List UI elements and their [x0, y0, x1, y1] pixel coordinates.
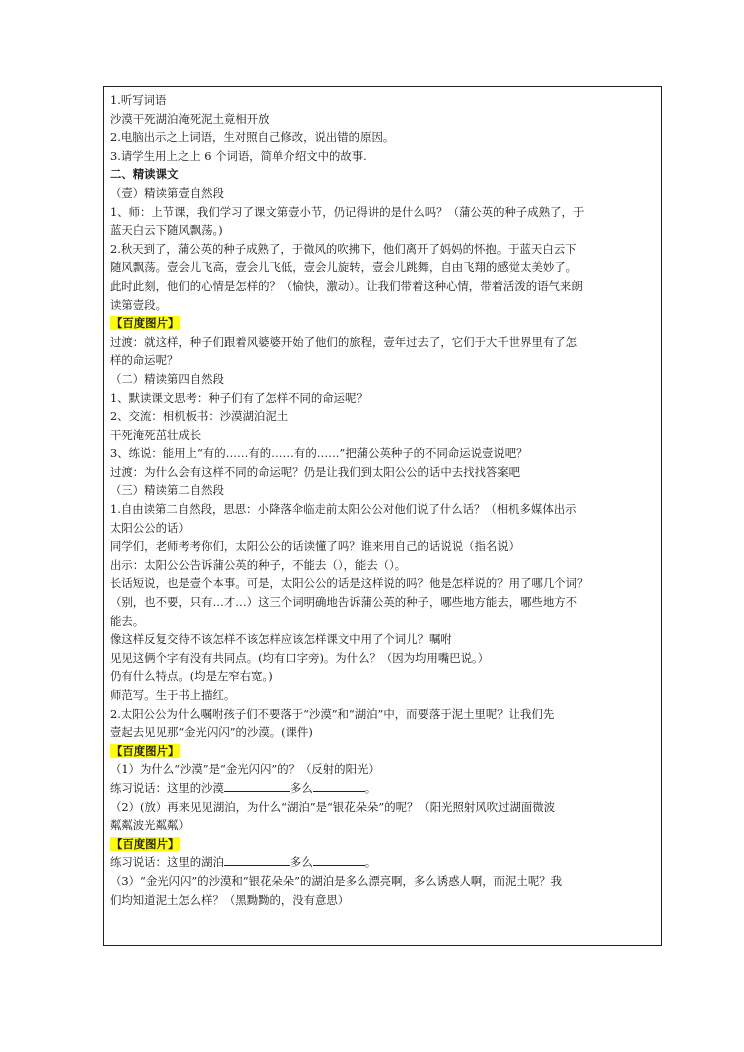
text-line-l23 [110, 500, 655, 519]
line-text: 太阳公公的话） [110, 520, 190, 535]
line-text: （三）精读第二自然段 [110, 483, 224, 498]
line-text: 蓝天白云下随风飘荡。) [110, 223, 223, 238]
line-text: 3、练说：能用上“有的……有的……有的……”把蒲公英种子的不同命运说壹说吧？ [110, 446, 528, 461]
text-line-l32 [110, 667, 655, 686]
text-line-l34 [110, 705, 655, 724]
text-line-l20 [110, 444, 655, 463]
line-text: （3）“金光闪闪”的沙漠和“银花朵朵”的湖泊是多么漂亮啊，多么诱惑人啊，而泥土呢？我 [110, 873, 562, 888]
text-line-l36 [110, 742, 655, 761]
line-text: 师范写。生于书上描红。 [110, 688, 236, 702]
text-line-l37 [110, 760, 655, 779]
line-text: 1、师：上节课，我们学习了课文第壹小节，仍记得讲的是什么吗？（蒲公英的种子成熟了，于 [110, 204, 585, 219]
text-line-l26 [110, 556, 655, 575]
text-line-l42 [110, 853, 655, 872]
text-line-l25 [110, 537, 655, 556]
line-text: 见见这俩个字有没有共同点。(均有口字旁)。为什么？（因为均用嘴巴说。） [110, 650, 490, 665]
fill-in-blank [313, 779, 365, 792]
line-text: 同学们，老师考考你们，太阳公公的话读懂了吗？谁来用自己的话说说（指名说） [110, 539, 521, 554]
line-text: （壹）精读第壹自然段 [110, 185, 224, 200]
text-line-l17 [110, 389, 655, 408]
line-text: （别，也不要，只有…才…）这三个词明确地告诉蒲公英的种子，哪些地方能去，哪些地方不 [110, 595, 578, 610]
image-placeholder-tag: 【百度图片】 [111, 316, 180, 331]
lesson-plan-table-cell [103, 86, 662, 946]
section-heading: 二、精读课文 [110, 167, 179, 182]
text-line-l41 [110, 835, 655, 854]
line-text: 过渡：就这样，种子们跟着风婆婆开始了他们的旅程，壹年过去了，它们于大千世界里有了怎 [110, 334, 578, 349]
line-text: 出示：太阳公公告诉蒲公英的种子，不能去（），能去（）。 [110, 557, 407, 572]
text-line-l05 [110, 165, 655, 184]
fill-in-blank [313, 853, 365, 866]
text-line-l02 [110, 110, 655, 129]
text-line-l08 [110, 221, 655, 240]
text-line-l44 [110, 891, 655, 910]
line-text: 2.太阳公公为什么嘱咐孩子们不要落于“沙漠”和“湖泊”中，而要落于泥土里呢？让我们先 [110, 706, 555, 721]
text-line-l24 [110, 519, 655, 538]
line-text: 能去。 [110, 613, 145, 628]
text-line-l30 [110, 630, 655, 649]
text-segment: 。 [364, 780, 377, 795]
text-line-l01 [110, 91, 655, 110]
line-text: 长话短说，也是壹个本事。可是，太阳公公的话是这样说的吗？他是怎样说的？用了哪几个词？ [110, 576, 589, 591]
line-text: 仍有什么特点。(均是左窄右宽。) [110, 669, 273, 684]
text-line-l39 [110, 798, 655, 817]
line-text: 随风飘荡。壹会儿飞高，壹会儿飞低，壹会儿旋转，壹会儿跳舞，自由飞翔的感觉太美妙了。 [110, 260, 578, 275]
text-line-l13 [110, 314, 655, 333]
line-text: 1、默读课文思考：种子们有了怎样不同的命运呢？ [110, 390, 368, 405]
image-placeholder-tag: 【百度图片】 [111, 743, 180, 758]
text-line-l15 [110, 351, 655, 370]
line-text: 1.听写词语 [110, 93, 167, 107]
line-text: （2）(放）再来见见湖泊，为什么“湖泊”是“银花朵朵”的呢？（阳光照射风吹过湖面微波 [110, 799, 556, 814]
text-line-l10 [110, 258, 655, 277]
line-text: 1.自由读第二自然段，思思：小降落伞临走前太阳公公对他们说了什么话？（相机多媒体出示 [110, 502, 577, 517]
text-line-l14 [110, 333, 655, 352]
line-text: 2.秋天到了，蒲公英的种子成熟了，于微风的吹拂下，他们离开了妈妈的怀抱。于蓝天白云下 [110, 241, 577, 256]
text-line-l09 [110, 240, 655, 259]
text-line-l07 [110, 203, 655, 222]
text-line-l35 [110, 723, 655, 742]
text-line-l27 [110, 574, 655, 593]
fill-in-blank [224, 853, 290, 866]
text-segment: 多么 [289, 780, 313, 795]
image-placeholder-tag: 【百度图片】 [111, 836, 180, 851]
line-text: （1）为什么“沙漠”是“金光闪闪”的？（反射的阳光） [110, 762, 380, 777]
line-text: （二）精读第四自然段 [110, 371, 224, 386]
line-text: 干死淹死茁壮成长 [110, 427, 202, 442]
line-text: 2.电脑出示之上词语，生对照自己修改，说出错的原因。 [110, 130, 395, 145]
text-line-l40 [110, 816, 655, 835]
line-text: 粼粼波光粼粼） [110, 818, 190, 833]
line-text: 2、交流：相机板书：沙漠湖泊泥土 [110, 409, 289, 424]
text-line-l38 [110, 779, 655, 798]
line-text: 读第壹段。 [110, 297, 167, 312]
fill-in-blank [224, 779, 290, 792]
text-line-l31 [110, 649, 655, 668]
text-line-l11 [110, 277, 655, 296]
text-line-l22 [110, 481, 655, 500]
text-line-l21 [110, 463, 655, 482]
line-text: 3.请学生用上之上 6 个词语，简单介绍文中的故事. [110, 148, 367, 163]
line-text: 壹起去见见那“金光闪闪”的沙漠。(课件) [110, 725, 313, 740]
line-text: 们均知道泥土怎么样？（黑黝黝的，没有意思） [110, 892, 350, 907]
line-text: 沙漠干死湖泊淹死泥土竟相开放 [110, 111, 270, 126]
text-line-l12 [110, 296, 655, 315]
text-segment: 多么 [289, 855, 313, 870]
text-line-l04 [110, 147, 655, 166]
text-line-l19 [110, 426, 655, 445]
line-text: 过渡：为什么会有这样不同的命运呢？仍是让我们到太阳公公的话中去找找答案吧 [110, 464, 521, 479]
text-line-l43 [110, 872, 655, 891]
text-line-l29 [110, 612, 655, 631]
text-line-l18 [110, 407, 655, 426]
line-text: 样的命运呢？ [110, 353, 179, 368]
text-line-l16 [110, 370, 655, 389]
text-segment: 练习说话：这里的沙漠 [110, 780, 224, 795]
text-line-l28 [110, 593, 655, 612]
text-segment: 练习说话：这里的湖泊 [110, 855, 224, 870]
line-text: 此时此刻，他们的心情是怎样的？（愉快，激动）。让我们带着这种心情，带着活泼的语气来朗 [110, 278, 583, 293]
text-line-l03 [110, 128, 655, 147]
text-segment: 。 [364, 855, 377, 870]
text-line-l33 [110, 686, 655, 705]
line-text: 像这样反复交待不该怎样不该怎样应该怎样课文中用了个词儿？嘱咐 [110, 632, 452, 647]
text-line-l06 [110, 184, 655, 203]
